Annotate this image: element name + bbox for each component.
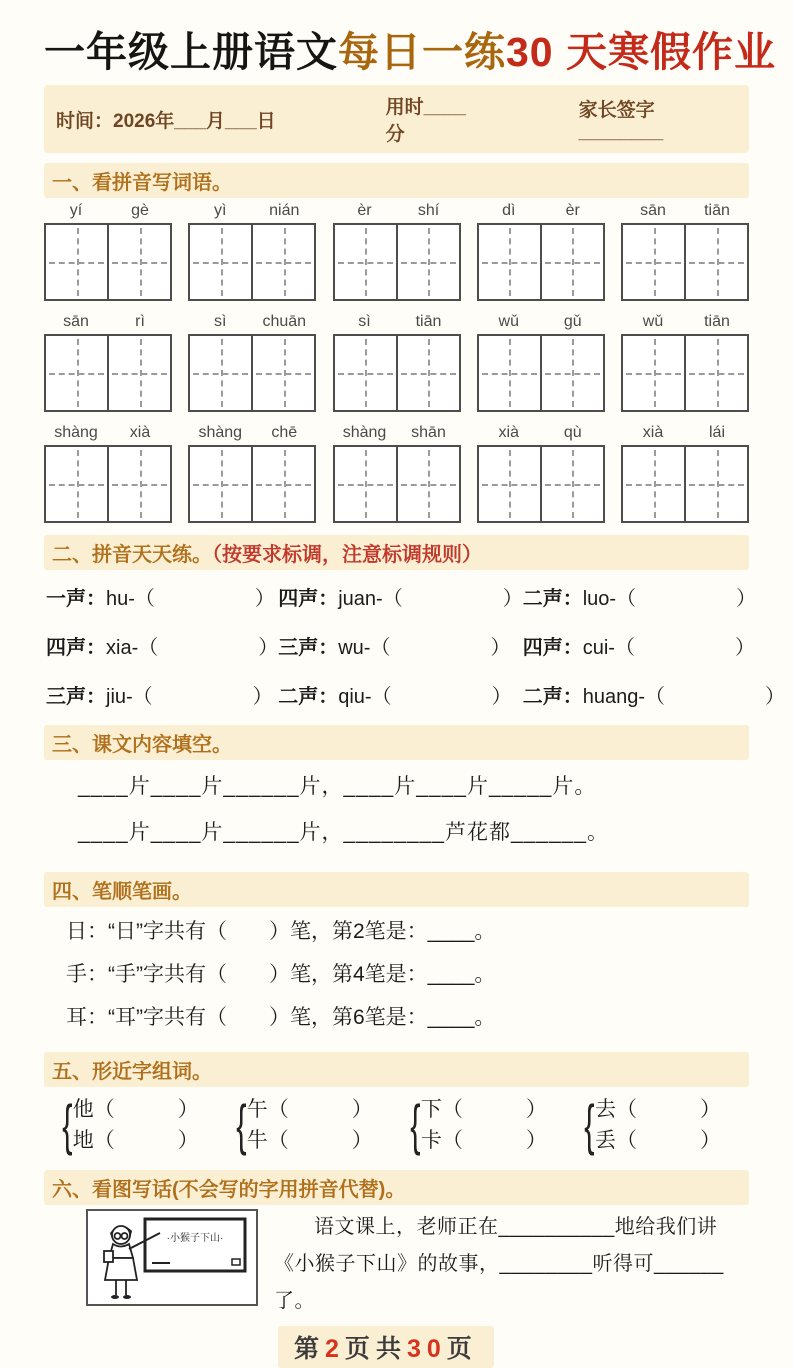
pinyin-syllable: lái [708, 424, 725, 442]
syllable: juan- [338, 588, 383, 611]
word-group [44, 424, 172, 523]
footer-label: 页 [446, 1334, 478, 1363]
answer-blank: （ ） [134, 588, 275, 611]
answer-blank: （ ） [441, 1128, 547, 1152]
tianzige-cell [190, 336, 251, 410]
book [104, 1251, 113, 1262]
syllable: jiu- [106, 686, 133, 709]
syllable: luo- [582, 588, 617, 611]
tianzige-cell [107, 336, 170, 410]
pinyin-syllable: sì [358, 313, 371, 331]
word-group [333, 202, 461, 301]
pair-column [247, 1095, 373, 1156]
tianzige-cell [396, 447, 459, 521]
writing-grid [621, 334, 749, 412]
word-group [621, 424, 749, 523]
tianzige-cell [251, 225, 314, 299]
title-daily: 每日一练 [338, 29, 506, 75]
tianzige-cell [684, 447, 747, 521]
pair-column [595, 1095, 721, 1156]
stroke-line: 耳：“耳”字共有（ ）笔，第6笔是：____。 [66, 1006, 496, 1030]
teacher-blackboard-illustration [86, 1209, 258, 1306]
confusable-pairs-row [44, 1091, 749, 1164]
section2-heading [44, 535, 749, 570]
pinyin-pair [188, 313, 316, 331]
word-group [188, 424, 316, 523]
pinyin-word-row [44, 313, 749, 412]
pinyin-pair [44, 424, 172, 442]
tianzige-cell [335, 225, 396, 299]
section3-heading: 三、课文内容填空。 [44, 725, 749, 760]
writing-grid [333, 334, 461, 412]
pinyin-syllable: chuān [262, 313, 307, 331]
writing-grid [333, 445, 461, 523]
pinyin-syllable: xià [498, 424, 519, 442]
pinyin-syllable: qù [563, 424, 582, 442]
pinyin-syllable: chē [271, 424, 298, 442]
pinyin-pair [477, 424, 605, 442]
answer-blank: （ ） [370, 637, 511, 660]
pair-line [595, 1126, 721, 1156]
syllable: wu- [338, 637, 371, 660]
meta-duration: 用时____分 [385, 97, 466, 146]
pinyin-syllable: tiān [704, 202, 730, 220]
word-group [477, 424, 605, 523]
pair-column [73, 1095, 199, 1156]
pinyin-syllable: èr [565, 202, 580, 220]
pinyin-word-row [44, 424, 749, 523]
tianzige-cell [396, 225, 459, 299]
pinyin-syllable: gè [131, 202, 149, 220]
answer-blank: （ ） [645, 686, 785, 709]
tianzige-cell [46, 336, 107, 410]
answer-blank: （ ） [267, 1098, 373, 1122]
footer-label: 页 [344, 1334, 376, 1363]
pair-line [421, 1095, 547, 1125]
tone-label: 二声： [522, 686, 583, 709]
section6-heading: 六、看图写话(不会写的字用拼音代替)。 [44, 1170, 749, 1205]
fill-line: ____片____片______片，________芦花都______。 [78, 821, 610, 845]
tone-label: 三声： [278, 637, 339, 660]
writing-grid [477, 334, 605, 412]
pinyin-pair [188, 202, 316, 220]
answer-blank: （ ） [615, 1128, 721, 1152]
pinyin-syllable: shān [411, 424, 446, 442]
pinyin-syllable: nián [269, 202, 300, 220]
word-group [477, 202, 605, 301]
section4-heading: 四、笔顺笔画。 [44, 872, 749, 907]
writing-grid [621, 223, 749, 301]
pinyin-syllable: dì [502, 202, 516, 220]
writing-grid [44, 445, 172, 523]
confusable-pair [406, 1095, 547, 1156]
tianzige-cell [251, 447, 314, 521]
essay-prompt: 语文课上，老师正在__________地给我们讲《小猴子下山》的故事，________听得可______了。 [274, 1215, 724, 1312]
answer-blank: （ ） [615, 1098, 721, 1122]
pair-column [421, 1095, 547, 1156]
pair-char: 牛 [246, 1128, 268, 1152]
stroke-order-lines [44, 911, 749, 1046]
tianzige-cell [46, 225, 107, 299]
tianzige-cell [46, 447, 107, 521]
section5-heading: 五、形近字组词。 [44, 1052, 749, 1087]
writing-grid [477, 445, 605, 523]
pinyin-pair [188, 424, 316, 442]
word-group [621, 313, 749, 412]
tianzige-cell [623, 225, 684, 299]
footer-label: 共 [375, 1334, 407, 1363]
pinyin-syllable: sān [63, 313, 89, 331]
tone-exercise-grid [44, 574, 785, 719]
pair-char: 地 [72, 1128, 94, 1152]
pinyin-syllable: èr [357, 202, 372, 220]
pair-line [247, 1095, 373, 1125]
answer-blank: （ ） [441, 1098, 547, 1122]
answer-blank: （ ） [616, 588, 757, 611]
tone-exercise-item [523, 631, 785, 660]
answer-blank: （ ） [614, 637, 755, 660]
blackboard-text: ·小猴子下山· [166, 1232, 224, 1244]
writing-grid [44, 223, 172, 301]
tianzige-cell [251, 336, 314, 410]
pinyin-syllable: sì [214, 313, 227, 331]
pinyin-syllable: xià [129, 424, 151, 442]
pinyin-syllable: wǔ [642, 313, 664, 331]
tianzige-cell [540, 225, 603, 299]
syllable: huang- [582, 686, 645, 709]
section1-heading: 一、看拼音写词语。 [44, 163, 749, 198]
illustration-svg [88, 1211, 256, 1304]
tone-exercise-item [278, 582, 522, 611]
tone-label: 四声： [46, 637, 106, 660]
tone-exercise-item [278, 680, 522, 709]
essay-column [274, 1209, 749, 1368]
pinyin-syllable: yì [214, 202, 227, 220]
tianzige-cell [479, 336, 540, 410]
pinyin-pair [333, 313, 461, 331]
pinyin-pair [477, 202, 605, 220]
tianzige-cell [623, 336, 684, 410]
answer-blank: （ ） [93, 1128, 199, 1152]
tianzige-cell [623, 447, 684, 521]
pinyin-pair [477, 313, 605, 331]
section2-heading-main: 二、拼音天天练。 [52, 544, 212, 567]
pinyin-syllable: shàng [54, 424, 98, 442]
pair-char: 午 [246, 1098, 268, 1122]
tone-exercise-item [523, 582, 785, 611]
tone-exercise-item [523, 680, 785, 709]
pair-line [247, 1126, 373, 1156]
writing-grid [44, 334, 172, 412]
brace-icon: { [584, 1093, 595, 1157]
pinyin-pair [44, 202, 172, 220]
answer-blank: （ ） [371, 686, 512, 709]
pinyin-syllable: shí [417, 202, 440, 220]
tone-label: 二声： [522, 588, 583, 611]
pinyin-word-row [44, 202, 749, 301]
tone-exercise-item [278, 631, 522, 660]
tone-label: 四声： [522, 637, 583, 660]
syllable: qiu- [338, 686, 372, 709]
tianzige-cell [190, 225, 251, 299]
title-holiday: 30 天寒假作业 [506, 29, 776, 75]
page-title [44, 29, 776, 75]
pinyin-syllable: tiān [415, 313, 442, 331]
pair-char: 下 [420, 1098, 442, 1122]
answer-blank: （ ） [382, 588, 523, 611]
tianzige-cell [107, 447, 170, 521]
meta-strip [44, 85, 749, 153]
tone-label: 一声： [46, 588, 106, 611]
tianzige-cell [540, 336, 603, 410]
tone-exercise-item [46, 631, 278, 660]
tianzige-cell [335, 447, 396, 521]
writing-grid [621, 445, 749, 523]
pair-char: 他 [72, 1098, 94, 1122]
word-group [44, 202, 172, 301]
pinyin-syllable: shàng [342, 424, 387, 442]
confusable-pair [580, 1095, 721, 1156]
word-group [621, 202, 749, 301]
meta-time: 时间：2026年___月___日 [56, 110, 276, 132]
confusable-pair [232, 1095, 373, 1156]
pair-char: 丢 [594, 1128, 616, 1152]
section2-heading-note: （按要求标调，注意标调规则） [212, 544, 482, 567]
pinyin-syllable: gǔ [563, 313, 582, 331]
pair-line [421, 1126, 547, 1156]
writing-grid [188, 223, 316, 301]
tone-label: 二声： [278, 686, 339, 709]
tianzige-cell [540, 447, 603, 521]
pinyin-syllable: yí [69, 202, 83, 220]
pair-char: 卡 [420, 1128, 442, 1152]
syllable: xia- [106, 637, 139, 660]
pair-char: 去 [594, 1098, 616, 1122]
tianzige-cell [107, 225, 170, 299]
pinyin-syllable: shàng [198, 424, 243, 442]
answer-blank: （ ） [267, 1128, 373, 1152]
tone-exercise-item [46, 582, 278, 611]
pair-line [73, 1126, 199, 1156]
tianzige-cell [684, 225, 747, 299]
total-pages: 30 [406, 1334, 447, 1363]
pinyin-pair [621, 313, 749, 331]
tone-exercise-item [46, 680, 278, 709]
pinyin-syllable: sān [640, 202, 666, 220]
meta-signature: 家长签字________ [578, 99, 664, 143]
blackboard [145, 1219, 245, 1271]
writing-grid [188, 334, 316, 412]
pinyin-syllable: xià [642, 424, 664, 442]
writing-grid [477, 223, 605, 301]
pinyin-syllable: tiān [704, 313, 730, 331]
pinyin-syllable: wǔ [498, 313, 519, 331]
tianzige-cell [479, 447, 540, 521]
answer-blank: （ ） [93, 1098, 199, 1122]
brace-icon: { [62, 1093, 73, 1157]
tianzige-cell [396, 336, 459, 410]
confusable-pair [58, 1095, 199, 1156]
word-group [333, 424, 461, 523]
tianzige-cell [479, 225, 540, 299]
stroke-line: 日：“日”字共有（ ）笔，第2笔是：____。 [66, 920, 496, 944]
pinyin-pair [621, 202, 749, 220]
word-group [188, 313, 316, 412]
word-group [188, 202, 316, 301]
answer-blank: （ ） [132, 686, 273, 709]
pinyin-syllable: rì [135, 313, 145, 331]
picture-writing-area [44, 1209, 749, 1368]
tone-label: 四声： [278, 588, 339, 611]
writing-grid [188, 445, 316, 523]
word-group [333, 313, 461, 412]
brace-icon: { [236, 1093, 247, 1157]
fill-line: ____片____片______片，____片____片_____片。 [78, 775, 597, 799]
syllable: hu- [106, 588, 135, 611]
pinyin-pair [621, 424, 749, 442]
pinyin-pair [333, 424, 461, 442]
fill-in-lines [44, 764, 749, 866]
brace-icon: { [410, 1093, 421, 1157]
syllable: cui- [582, 637, 615, 660]
pinyin-pair [44, 313, 172, 331]
tianzige-cell [684, 336, 747, 410]
word-group [477, 313, 605, 412]
stroke-line: 手：“手”字共有（ ）笔，第4笔是：____。 [66, 963, 496, 987]
pair-line [595, 1095, 721, 1125]
footer-label: 第 [294, 1334, 326, 1363]
title-grade: 一年级上册语文 [44, 29, 338, 75]
tianzige-cell [190, 447, 251, 521]
writing-grid [333, 223, 461, 301]
page-footer [278, 1326, 494, 1368]
tone-label: 三声： [46, 686, 106, 709]
answer-blank: （ ） [138, 637, 279, 660]
pinyin-pair [333, 202, 461, 220]
page-number: 2 [325, 1334, 345, 1363]
tianzige-cell [335, 336, 396, 410]
word-group [44, 313, 172, 412]
pair-line [73, 1095, 199, 1125]
